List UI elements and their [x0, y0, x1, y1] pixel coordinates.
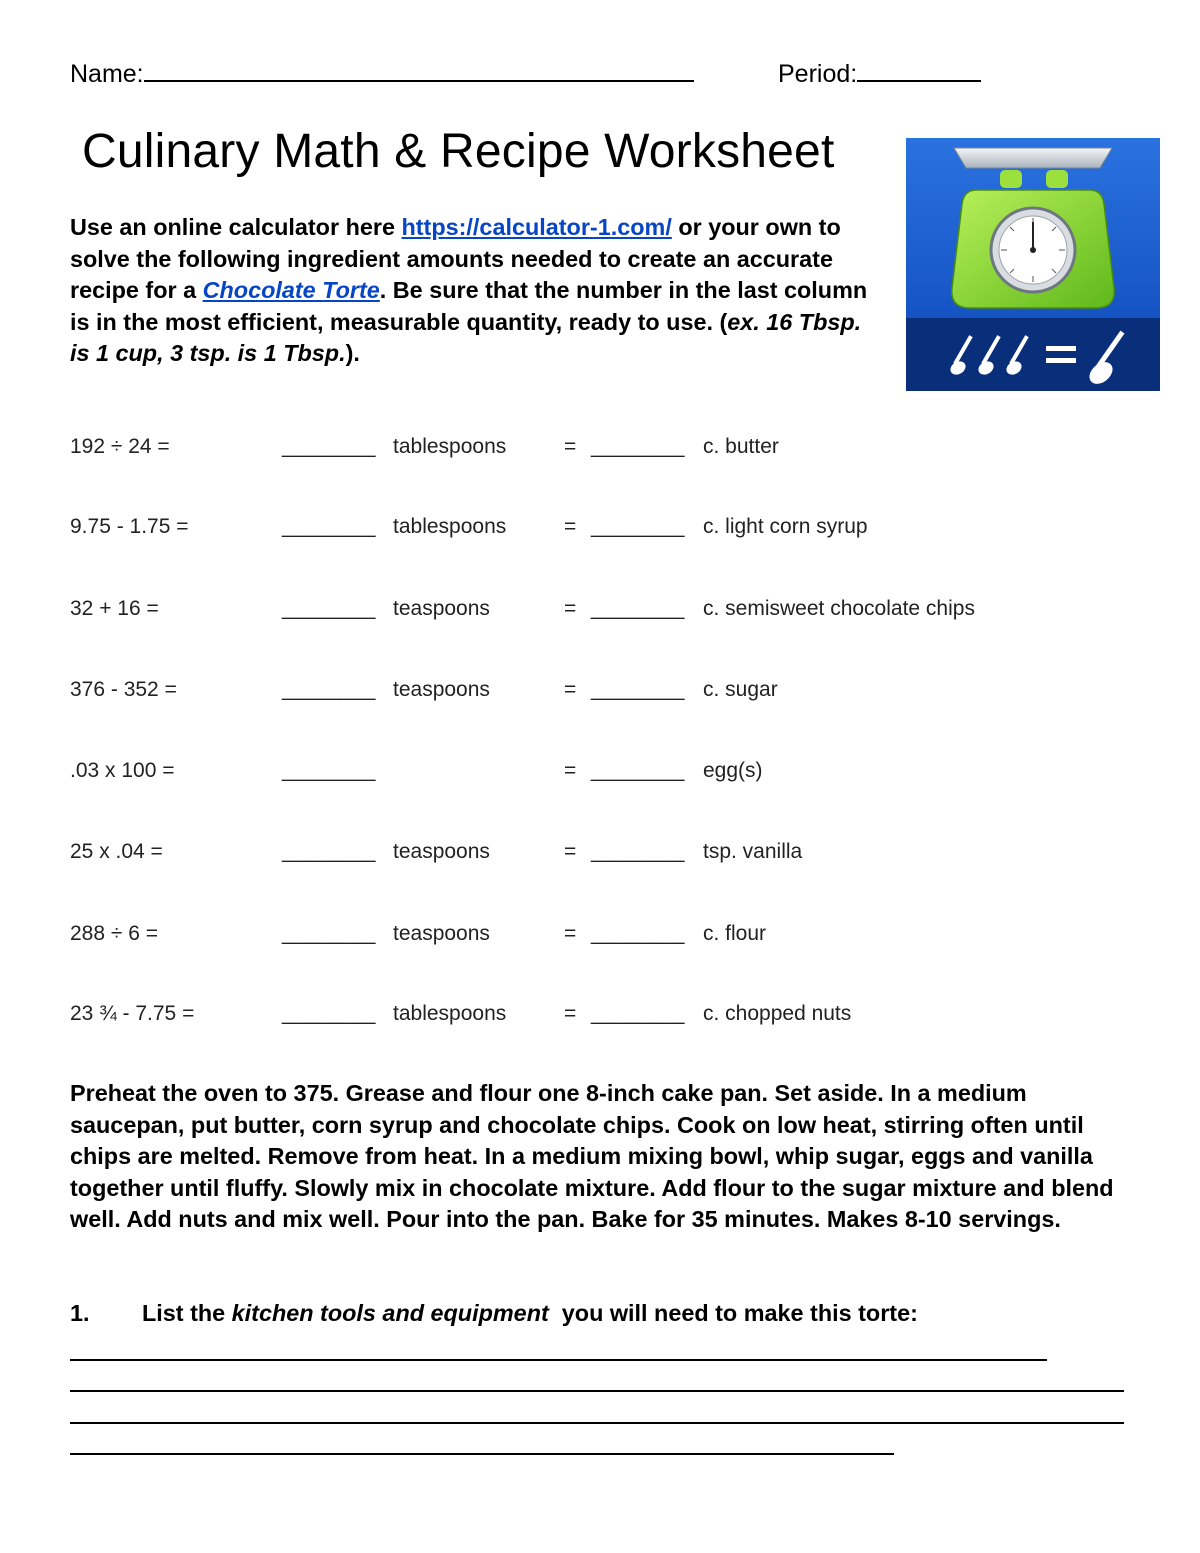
answer-blank[interactable]: ________ [282, 1002, 376, 1025]
kitchen-scale-icon [906, 138, 1160, 391]
ingredient-label: c. sugar [703, 678, 778, 701]
conversion-blank[interactable]: ________ [591, 435, 685, 458]
intro-text: or your own to solve the following ingredient amounts needed to create an accurate recipe for a [70, 214, 841, 303]
conversion-blank[interactable]: ________ [591, 515, 685, 538]
period-field-row [778, 58, 981, 89]
problem-expression: 25 x .04 = [70, 840, 163, 863]
answer-blank[interactable]: ________ [282, 597, 376, 620]
answer-line[interactable] [70, 1390, 1124, 1392]
problem-unit: tablespoons [393, 1002, 507, 1025]
problem-row-nuts [70, 1002, 1130, 1032]
intro-text: ). [345, 340, 360, 366]
problem-unit: teaspoons [393, 922, 490, 945]
problem-unit: tablespoons [393, 435, 507, 458]
intro-text: Use an online calculator here [70, 214, 402, 240]
ingredient-label: tsp. vanilla [703, 840, 803, 863]
conversion-blank[interactable]: ________ [591, 922, 685, 945]
problem-row-eggs [70, 759, 1130, 789]
problem-expression: 192 ÷ 24 = [70, 435, 170, 458]
equals-sign: = [564, 1002, 577, 1025]
conversion-blank[interactable]: ________ [591, 678, 685, 701]
equals-sign: = [564, 515, 577, 538]
name-field-row [70, 58, 694, 89]
ingredient-label: egg(s) [703, 759, 763, 782]
problem-row-butter [70, 435, 1130, 465]
problem-expression: 32 + 16 = [70, 597, 159, 620]
recipe-instructions: Preheat the oven to 375. Grease and flour one 8-inch cake pan. Set aside. In a medium saucepan, put butter, corn syrup and chocolate chips. Cook on low heat, stirring often until chips are melted. Remove from heat. In a medium mixing bowl, whip sugar, eggs and vanilla together until fluffy. Slowly mix in chocolate mixture. Add flour to the sugar mixture and blend well. Add nuts and mix well. Pour into the pan. Bake for 35 minutes. Makes 8-10 servings. [70, 1080, 1114, 1232]
problem-expression: 288 ÷ 6 = [70, 922, 159, 945]
ingredient-label: c. light corn syrup [703, 515, 868, 538]
answer-line[interactable] [70, 1422, 1124, 1424]
name-input-line[interactable] [144, 58, 694, 82]
answer-blank[interactable]: ________ [282, 678, 376, 701]
intro-example: ex. 16 Tbsp. is 1 cup, 3 tsp. is 1 Tbsp. [70, 308, 862, 366]
equals-sign: = [564, 922, 577, 945]
equals-sign: = [564, 678, 577, 701]
ingredient-label: c. butter [703, 435, 779, 458]
ingredient-label: c. semisweet chocolate chips [703, 597, 975, 620]
problem-row-flour [70, 922, 1130, 952]
problem-expression: .03 x 100 = [70, 759, 175, 782]
problem-row-vanilla [70, 840, 1130, 870]
intro-paragraph [70, 212, 882, 370]
question-emphasis: kitchen tools and equipment [231, 1300, 549, 1326]
equals-sign: = [564, 597, 577, 620]
problem-row-sugar [70, 678, 1130, 708]
question-text: List the [142, 1300, 232, 1326]
chocolate-torte-link[interactable]: Chocolate Torte [202, 277, 380, 303]
ingredient-label: c. flour [703, 922, 767, 945]
answer-blank[interactable]: ________ [282, 435, 376, 458]
problem-expression: 376 - 352 = [70, 678, 177, 701]
problem-expression: 23 ¾ - 7.75 = [70, 1002, 195, 1025]
answer-blank[interactable]: ________ [282, 922, 376, 945]
equals-sign: = [564, 840, 577, 863]
intro-text: . Be sure that the number in the last column is in the most efficient, measurable quantity, ready to use. ( [70, 277, 868, 335]
answer-blank[interactable]: ________ [282, 515, 376, 538]
name-label: Name: [70, 60, 144, 88]
answer-line[interactable] [70, 1453, 894, 1455]
equals-sign: = [564, 759, 577, 782]
conversion-blank[interactable]: ________ [591, 759, 685, 782]
problem-unit: teaspoons [393, 597, 490, 620]
period-label: Period: [778, 60, 858, 88]
problem-expression: 9.75 - 1.75 = [70, 515, 189, 538]
calculator-link[interactable]: https://calculator-1.com/ [401, 214, 672, 240]
problem-row-corn-syrup [70, 515, 1130, 545]
page-title: Culinary Math & Recipe Worksheet [82, 125, 835, 178]
question-text: you will need to make this torte: [548, 1300, 918, 1326]
problem-unit: teaspoons [393, 678, 490, 701]
conversion-blank[interactable]: ________ [591, 597, 685, 620]
period-input-line[interactable] [857, 58, 981, 82]
answer-blank[interactable]: ________ [282, 759, 376, 782]
problem-unit: teaspoons [393, 840, 490, 863]
question-1 [70, 1300, 918, 1327]
conversion-blank[interactable]: ________ [591, 840, 685, 863]
question-number: 1. [70, 1300, 90, 1326]
conversion-blank[interactable]: ________ [591, 1002, 685, 1025]
ingredient-label: c. chopped nuts [703, 1002, 852, 1025]
problem-unit: tablespoons [393, 515, 507, 538]
answer-line[interactable] [70, 1359, 1047, 1361]
answer-blank[interactable]: ________ [282, 840, 376, 863]
problem-row-chocolate-chips [70, 597, 1130, 627]
equals-sign: = [564, 435, 577, 458]
